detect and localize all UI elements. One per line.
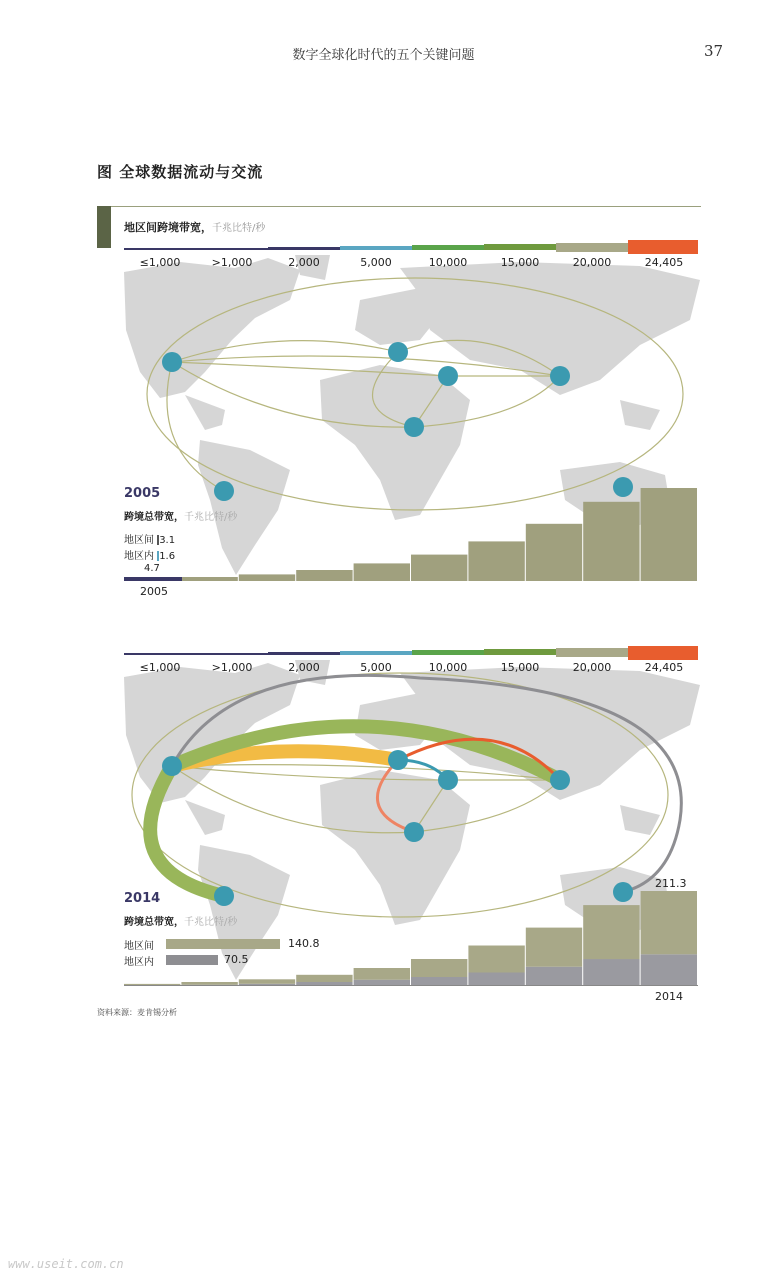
color-scale-2005 <box>124 240 698 254</box>
p2014-bar-5-s0 <box>411 959 467 977</box>
scale-seg-1 <box>124 248 268 250</box>
node-asia <box>550 770 570 790</box>
intra-swatch-2014 <box>166 955 218 965</box>
figure-title: 图 全球数据流动与交流 <box>97 163 264 181</box>
inter-label: 地区间 <box>124 535 154 546</box>
p2005-bar-6-s0 <box>468 541 524 581</box>
p2005-bar-3-s0 <box>296 570 352 581</box>
intra-label-2014: 地区内 <box>124 957 154 968</box>
intra-value: 1.6 <box>159 551 176 562</box>
legend-unit: 千兆比特/秒 <box>212 223 266 234</box>
year-label-2014: 2014 <box>124 891 161 906</box>
total-unit-text: 千兆比特/秒 <box>184 512 238 523</box>
p2014-bar-6-s0 <box>468 946 524 973</box>
scale-labels-2014 <box>124 661 700 674</box>
scale-label: 5,000 <box>360 256 392 269</box>
p2014-bar-5-s1 <box>411 977 467 986</box>
node-asia <box>550 366 570 386</box>
scale-label: 2,000 <box>288 256 320 269</box>
node-oceania <box>613 882 633 902</box>
p2014-bar-7-s1 <box>526 967 582 986</box>
node-south-america <box>214 886 234 906</box>
scale-label: 20,000 <box>572 661 612 674</box>
axis-year-2014: 2014 <box>655 990 683 1003</box>
node-africa <box>404 417 424 437</box>
scale-labels-2005 <box>124 256 700 269</box>
scale-seg-6 <box>556 243 628 252</box>
p2014-bar-1-s0 <box>181 982 237 985</box>
p2005-bar-8-s0 <box>583 502 639 581</box>
intra-row-2005 <box>124 547 175 562</box>
inter-value-2014: 140.8 <box>288 937 320 950</box>
panel-2014-graphic <box>0 620 767 1000</box>
scale-label: 20,000 <box>572 256 612 269</box>
source-note: 资料来源：麦肯锡分析 <box>97 1008 177 1017</box>
p2005-bar-7-s0 <box>526 524 582 581</box>
scale-label: >1,000 <box>211 661 253 674</box>
node-middle-east <box>438 770 458 790</box>
p2014-bar-2-s0 <box>239 979 295 984</box>
total-bandwidth-label-2014 <box>124 913 237 928</box>
p2005-bar-1-s0 <box>181 577 237 581</box>
scale-label: 2,000 <box>288 661 320 674</box>
watermark: www.useit.com.cn <box>8 1257 124 1271</box>
p2005-bar-9-s0 <box>641 488 697 581</box>
running-title: 数字全球化时代的五个关键问题 <box>292 48 475 63</box>
p2014-bar-3-s0 <box>296 975 352 982</box>
scale-label: ≤1,000 <box>139 256 181 269</box>
scale-seg-5 <box>484 244 556 250</box>
intra-value-2014: 70.5 <box>224 953 249 966</box>
scale-seg-4 <box>412 245 484 250</box>
legend-title-text: 地区间跨境带宽， <box>124 221 212 234</box>
node-europe <box>388 750 408 770</box>
scale-label: 10,000 <box>428 661 468 674</box>
page-number: 37 <box>704 42 724 60</box>
bar-2005-baseline <box>124 577 182 581</box>
inter-label-2014: 地区间 <box>124 941 154 952</box>
scale-label: 5,000 <box>360 661 392 674</box>
node-europe <box>388 342 408 362</box>
scale-seg-7 <box>628 240 698 254</box>
panel-2005-graphic <box>0 0 767 620</box>
total-value-2005: 4.7 <box>144 563 160 574</box>
p2014-bar-8-s1 <box>583 959 639 986</box>
total-label-text: 跨境总带宽， <box>124 917 184 928</box>
p2005-bar-5-s0 <box>411 555 467 581</box>
p2005-bar-4-s0 <box>354 563 410 581</box>
p2014-bar-9-s1 <box>641 954 697 986</box>
color-scale-2014 <box>124 646 698 660</box>
total-bandwidth-label-2005 <box>124 508 237 523</box>
scale-seg-2 <box>268 247 340 250</box>
year-label-2005: 2005 <box>124 486 161 501</box>
scale-seg-3 <box>340 246 412 250</box>
node-south-america <box>214 481 234 501</box>
node-middle-east <box>438 366 458 386</box>
p2014-bar-9-s0 <box>641 891 697 954</box>
scale-label: 24,405 <box>644 256 684 269</box>
axis-year-2005: 2005 <box>140 585 168 598</box>
bars-2014-baseline <box>124 985 698 986</box>
p2014-bar-4-s0 <box>354 968 410 980</box>
total-unit-text: 千兆比特/秒 <box>184 917 238 928</box>
scale-label: 15,000 <box>500 256 540 269</box>
p2005-bar-2-s0 <box>239 574 295 581</box>
inter-row-2005 <box>124 531 175 546</box>
p2014-bar-8-s0 <box>583 905 639 959</box>
node-africa <box>404 822 424 842</box>
scale-label: 24,405 <box>644 661 684 674</box>
scale-label: 10,000 <box>428 256 468 269</box>
p2014-bar-7-s0 <box>526 928 582 967</box>
node-north-america <box>162 352 182 372</box>
total-label-text: 跨境总带宽， <box>124 512 184 523</box>
node-oceania <box>613 477 633 497</box>
node-north-america <box>162 756 182 776</box>
scale-label: 15,000 <box>500 661 540 674</box>
inter-swatch-2014 <box>166 939 280 949</box>
scale-label: >1,000 <box>211 256 253 269</box>
p2014-bar-6-s1 <box>468 973 524 987</box>
inter-value: 3.1 <box>159 535 176 546</box>
total-value-2014: 211.3 <box>655 877 687 890</box>
intra-label: 地区内 <box>124 551 154 562</box>
scale-label: ≤1,000 <box>139 661 181 674</box>
